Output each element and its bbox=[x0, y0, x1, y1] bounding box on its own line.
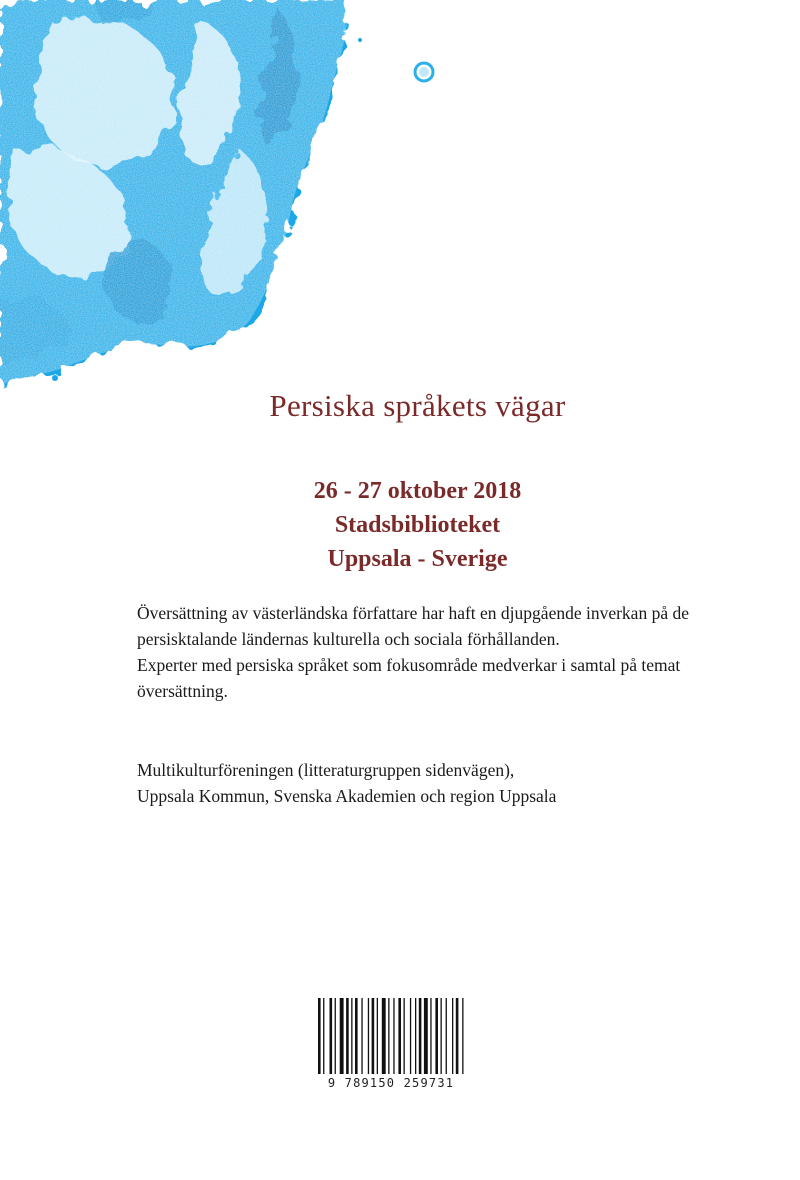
event-date: 26 - 27 oktober 2018 bbox=[313, 478, 522, 504]
sponsors-text bbox=[137, 757, 707, 809]
book-title: Persiska språkets vägar bbox=[269, 388, 566, 423]
event-location: Uppsala - Sverige bbox=[327, 546, 508, 572]
description-paragraph: Experter med persiska språket som fokusområde medverkar i samtal på temat översättning. bbox=[137, 655, 681, 701]
description-paragraph: Översättning av västerländska författare har haft en djupgående inverkan på de persisktalande ländernas kulturella och sociala förhållanden. bbox=[137, 603, 689, 649]
isbn-barcode bbox=[308, 996, 474, 1098]
description-text bbox=[137, 600, 707, 704]
event-details bbox=[0, 474, 800, 576]
event-venue: Stadsbiblioteket bbox=[334, 512, 501, 538]
sponsor-line: Multikulturföreningen (litteraturgruppen sidenvägen), bbox=[137, 760, 515, 780]
isbn-number: 9 789150 259731 bbox=[327, 1076, 455, 1090]
watercolor-splash-icon bbox=[0, 0, 460, 400]
barcode-icon bbox=[308, 996, 474, 1078]
sponsor-line: Uppsala Kommun, Svenska Akademien och region Uppsala bbox=[137, 786, 557, 806]
